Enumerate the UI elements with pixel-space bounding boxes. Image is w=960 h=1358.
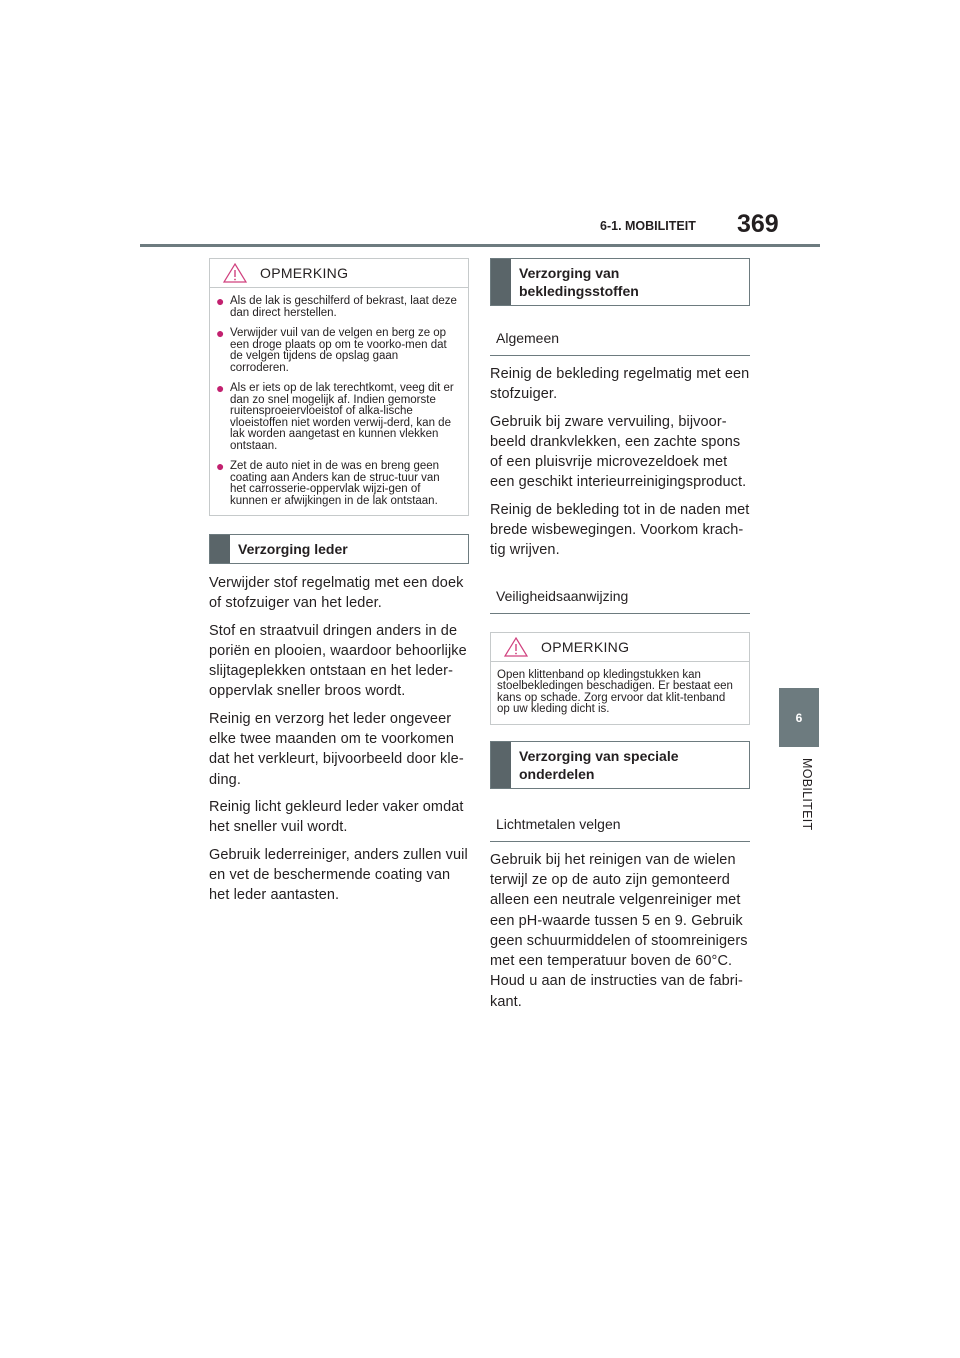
section-bar xyxy=(491,742,511,788)
notice-header xyxy=(491,633,749,662)
notice-header xyxy=(210,259,468,288)
bullet-dot-icon: ● xyxy=(216,293,225,309)
section-title: Verzorging van speciale onderdelen xyxy=(519,747,679,782)
header-section-title: 6-1. MOBILITEIT xyxy=(600,219,696,233)
section-title: Verzorging leder xyxy=(238,541,348,557)
subheading-general: Algemeen xyxy=(490,330,750,356)
bullet-text: Als er iets op de lak terechtkomt, veeg dit er dan zo snel mogelijk af. Indien gemorste ruitensproeiervloeistof of alka-lische vloeistoffen niet worden verwij-derd, kan de lak worden aangetast en kunnen vlekken ontstaan. xyxy=(230,382,454,452)
notice-title: OPMERKING xyxy=(541,638,630,655)
notice-box xyxy=(490,632,750,725)
bullet-dot-icon: ● xyxy=(216,325,225,341)
paragraph: Reinig de bekleding regelmatig met een stofzuiger. xyxy=(490,366,750,403)
section-bar xyxy=(210,535,230,563)
paragraph: Reinig licht gekleurd leder vaker omdat het sneller vuil wordt. xyxy=(209,798,464,836)
notice-bullet xyxy=(216,458,458,507)
notice-title: OPMERKING xyxy=(260,265,349,281)
paragraph: Gebruik lederreiniger, anders zullen vuil en vet de beschermende coating van het leder aantasten. xyxy=(209,846,468,904)
notice-bullet xyxy=(216,380,458,452)
subheading-safety: Veiligheidsaanwijzing xyxy=(490,588,750,614)
paragraph: Verwijder stof regelmatig met een doek of stofzuiger van het leder. xyxy=(209,575,464,612)
section-heading-special-parts xyxy=(490,741,750,789)
chapter-tab[interactable]: 6 xyxy=(779,688,819,747)
page-number: 369 xyxy=(737,210,779,238)
paragraph: Reinig de bekleding tot in de naden met brede wisbewegingen. Voorkom krach-tig wrijven. xyxy=(490,501,750,559)
left-column xyxy=(209,258,469,905)
section-heading-leather xyxy=(209,534,469,564)
notice-bullet xyxy=(216,293,458,319)
subheading-alloy-wheels: Lichtmetalen velgen xyxy=(490,816,750,842)
section-heading-upholstery xyxy=(490,258,750,306)
notice-text: Open klittenband op kledingstukken kan stoelbekledingen beschadigen. Er bestaat een kans op schade. Zorg ervoor dat klit-tenband op uw kleding dicht is. xyxy=(497,668,733,716)
bullet-dot-icon: ● xyxy=(216,380,225,396)
paragraph: Reinig en verzorg het leder ongeveer elke twee maanden om te voorkomen dat het verkleurt, bijvoorbeeld door kle-ding. xyxy=(209,710,464,788)
right-column xyxy=(490,258,750,1012)
notice-box xyxy=(209,258,469,516)
bullet-text: Als de lak is geschilferd of bekrast, laat deze dan direct herstellen. xyxy=(230,295,457,319)
warning-triangle-icon xyxy=(222,262,248,284)
section-bar xyxy=(491,259,511,305)
paragraph: Gebruik bij zware vervuiling, bijvoor-beeld drankvlekken, een zachte spons of een pluisvrije microvezeldoek met een geschikt interieurreinigingsproduct. xyxy=(490,413,747,491)
paragraph: Stof en straatvuil dringen anders in de poriën en plooien, waardoor behoorlijke slijtageplekken ontstaan en het leder-oppervlak sneller broos wordt. xyxy=(209,622,467,700)
notice-body xyxy=(210,288,468,515)
bullet-text: Zet de auto niet in de was en breng geen coating aan Anders kan de struc-tuur van het carrosserie-oppervlak wijzi-gen of kunnen er afwijkingen in de lak ontstaan. xyxy=(230,460,440,507)
bullet-text: Verwijder vuil van de velgen en berg ze op een droge plaats op om te voorko-men dat de velgen tijdens de opslag gaan corroderen. xyxy=(230,327,447,374)
chapter-label: MOBILITEIT xyxy=(800,758,814,831)
warning-triangle-icon xyxy=(503,636,529,658)
bullet-dot-icon: ● xyxy=(216,458,225,474)
section-title: Verzorging van bekledingsstoffen xyxy=(519,265,639,299)
notice-bullet xyxy=(216,325,458,374)
paragraph: Gebruik bij het reinigen van de wielen terwijl ze op de auto zijn gemonteerd alleen een neutrale velgenreiniger met een pH-waarde tussen 5 en 9. Gebruik geen schuurmiddelen of stoomreinigers met een temperatuur boven de 60°C. Houd u aan de instructies van de fabri-kant. xyxy=(490,851,748,1010)
header-rule xyxy=(140,244,820,247)
